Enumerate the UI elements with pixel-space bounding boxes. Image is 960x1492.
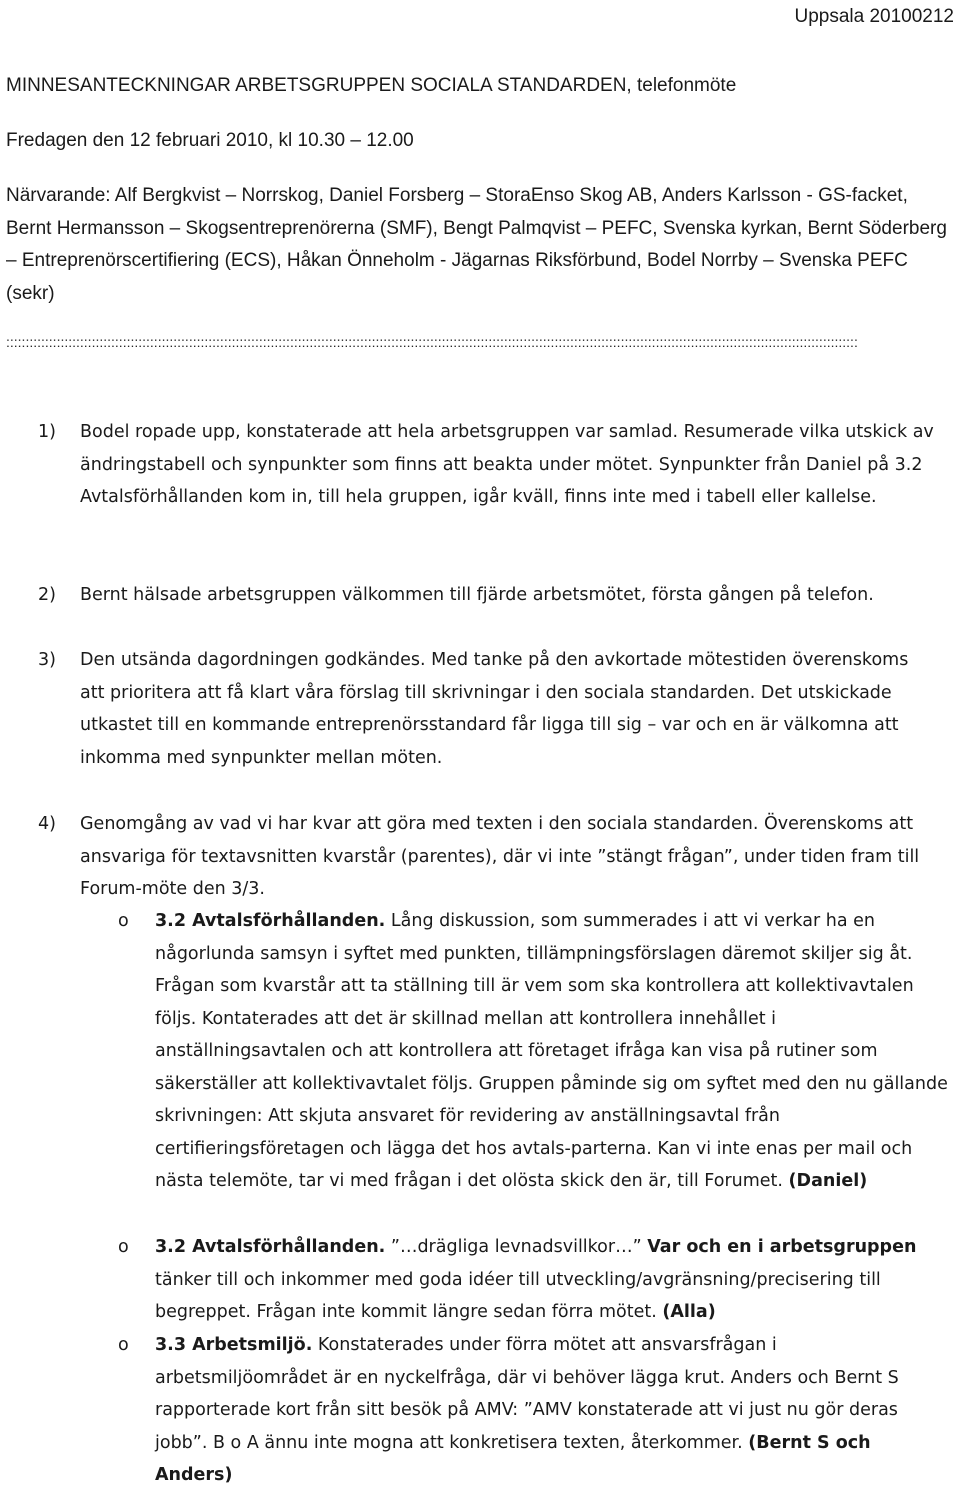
- bullet-icon: o: [118, 1335, 129, 1355]
- list-item: [38, 808, 938, 906]
- sub-item-emphasis: Var och en i arbetsgruppen: [647, 1237, 917, 1257]
- attendees-paragraph: Närvarande: Alf Bergkvist – Norrskog, Daniel Forsberg – StoraEnso Skog AB, Anders Karlsson - GS-facket, Bernt Hermansson – Skogsentreprenörerna (SMF), Bengt Palmqvist – PEFC, Svenska kyrkan, Bernt Söderberg – Entreprenörscertifiering (ECS), Håkan Önneholm - Jägarnas Riksförbund, Bodel Norrby – Svenska PEFC (sekr): [6, 185, 947, 304]
- bullet-icon: o: [118, 911, 129, 931]
- list-item: [38, 644, 938, 774]
- bullet-icon: o: [118, 1237, 129, 1257]
- sub-item-text: [155, 1329, 948, 1492]
- item-text: Den utsända dagordningen godkändes. Med tanke på den avkortade mötestiden överenskoms att prioritera att få klart våra förslag till skrivningar i den sociala standarden. Det utskickade utkastet till en kommande entreprenörsstandard får ligga till sig – var och en är välkomna att inkomma med synpunkter mellan möten.: [80, 650, 909, 768]
- sub-item-quote: ”…drägliga levnadsvillkor…”: [385, 1237, 648, 1257]
- item-number: 4): [38, 814, 56, 834]
- sub-item-body: Lång diskussion, som summerades i att vi verkar ha en någorlunda samsyn i syftet med punkten, tillämpningsförslagen däremot skiljer sig åt. Frågan som kvarstår att ta ställning till är vem som ska kontrollera att kollektivavtalen följs. Kontaterades att det är skillnad mellan att kontrollera innehållet i anställningsavtalen och att kontrollera att företaget ifråga kan visa på rutiner som säkerställer att kollektivavtalet följs. Gruppen påminde sig om syftet med den nu gällande skrivningen: Att skjuta ansvaret för revidering av anställningsavtal från certifieringsföretagen och lägga det hos avtals-parterna. Kan vi inte enas per mail och nästa telemöte, tar vi med frågan i det olösta skick den är, till Forumet.: [155, 911, 948, 1191]
- meeting-datetime: Fredagen den 12 februari 2010, kl 10.30 – 12.00: [6, 130, 414, 151]
- sub-item-body: Konstaterades under förra mötet att ansvarsfrågan i arbetsmiljöområdet är en nyckelfråga, där vi behöver lägga krut. Anders och Bernt S rapporterade kort från sitt besök på AMV: ”AMV konstaterade att vi just nu gör deras jobb”. B o A ännu inte mogna att konkretisera texten, återkommer.: [155, 1335, 899, 1453]
- sub-item-heading: 3.2 Avtalsförhållanden.: [155, 911, 386, 931]
- document-title: MINNESANTECKNINGAR ARBETSGRUPPEN SOCIALA STANDARDEN, telefonmöte: [6, 75, 737, 96]
- document-date: Uppsala 20100212: [794, 6, 954, 27]
- list-item: [38, 579, 938, 612]
- sub-item-heading: 3.2 Avtalsförhållanden.: [155, 1237, 386, 1257]
- item-number: 1): [38, 422, 56, 442]
- sub-item-heading: 3.3 Arbetsmiljö.: [155, 1335, 313, 1355]
- responsible-person: (Daniel): [788, 1171, 868, 1191]
- item-text: Bernt hälsade arbetsgruppen välkommen till fjärde arbetsmötet, första gången på telefon.: [80, 585, 874, 605]
- sub-item-text: [155, 1231, 948, 1329]
- sub-list-item: [118, 1329, 948, 1492]
- responsible-person: (Alla): [662, 1302, 716, 1322]
- item-number: 2): [38, 585, 56, 605]
- sub-list-item: [118, 905, 948, 1198]
- separator-line: :::::::::::::::::::::::::::::::::::::::::::::::::::::::::::::::::::::::::::::::::::::::::::::::::::::::::::::::::::::::::::::::::::::::::::::::::::::::::::::::::::::::::::::::::::::::::::::::::::::::::::::::::::::::::::: [6, 334, 858, 350]
- item-text: Bodel ropade upp, konstaterade att hela arbetsgruppen var samlad. Resumerade vilka utskick av ändringstabell och synpunkter som finns att beakta under mötet. Synpunkter från Daniel på 3.2 Avtalsförhållanden kom in, till hela gruppen, igår kväll, finns inte med i tabell eller kallelse.: [80, 422, 934, 507]
- list-item: [38, 416, 938, 514]
- responsible-person: (Bernt S och Anders): [155, 1432, 871, 1485]
- item-number: 3): [38, 650, 56, 670]
- item-text: Genomgång av vad vi har kvar att göra med texten i den sociala standarden. Överenskoms att ansvariga för textavsnitten kvarstår (parentes), där vi inte ”stängt frågan”, under tiden fram till Forum-möte den 3/3.: [80, 814, 920, 899]
- sub-item-text: [155, 905, 948, 1198]
- sub-list-item: [118, 1231, 948, 1329]
- sub-item-body: tänker till och inkommer med goda idéer till utveckling/avgränsning/precisering till begreppet. Frågan inte kommit längre sedan förra mötet.: [155, 1269, 881, 1322]
